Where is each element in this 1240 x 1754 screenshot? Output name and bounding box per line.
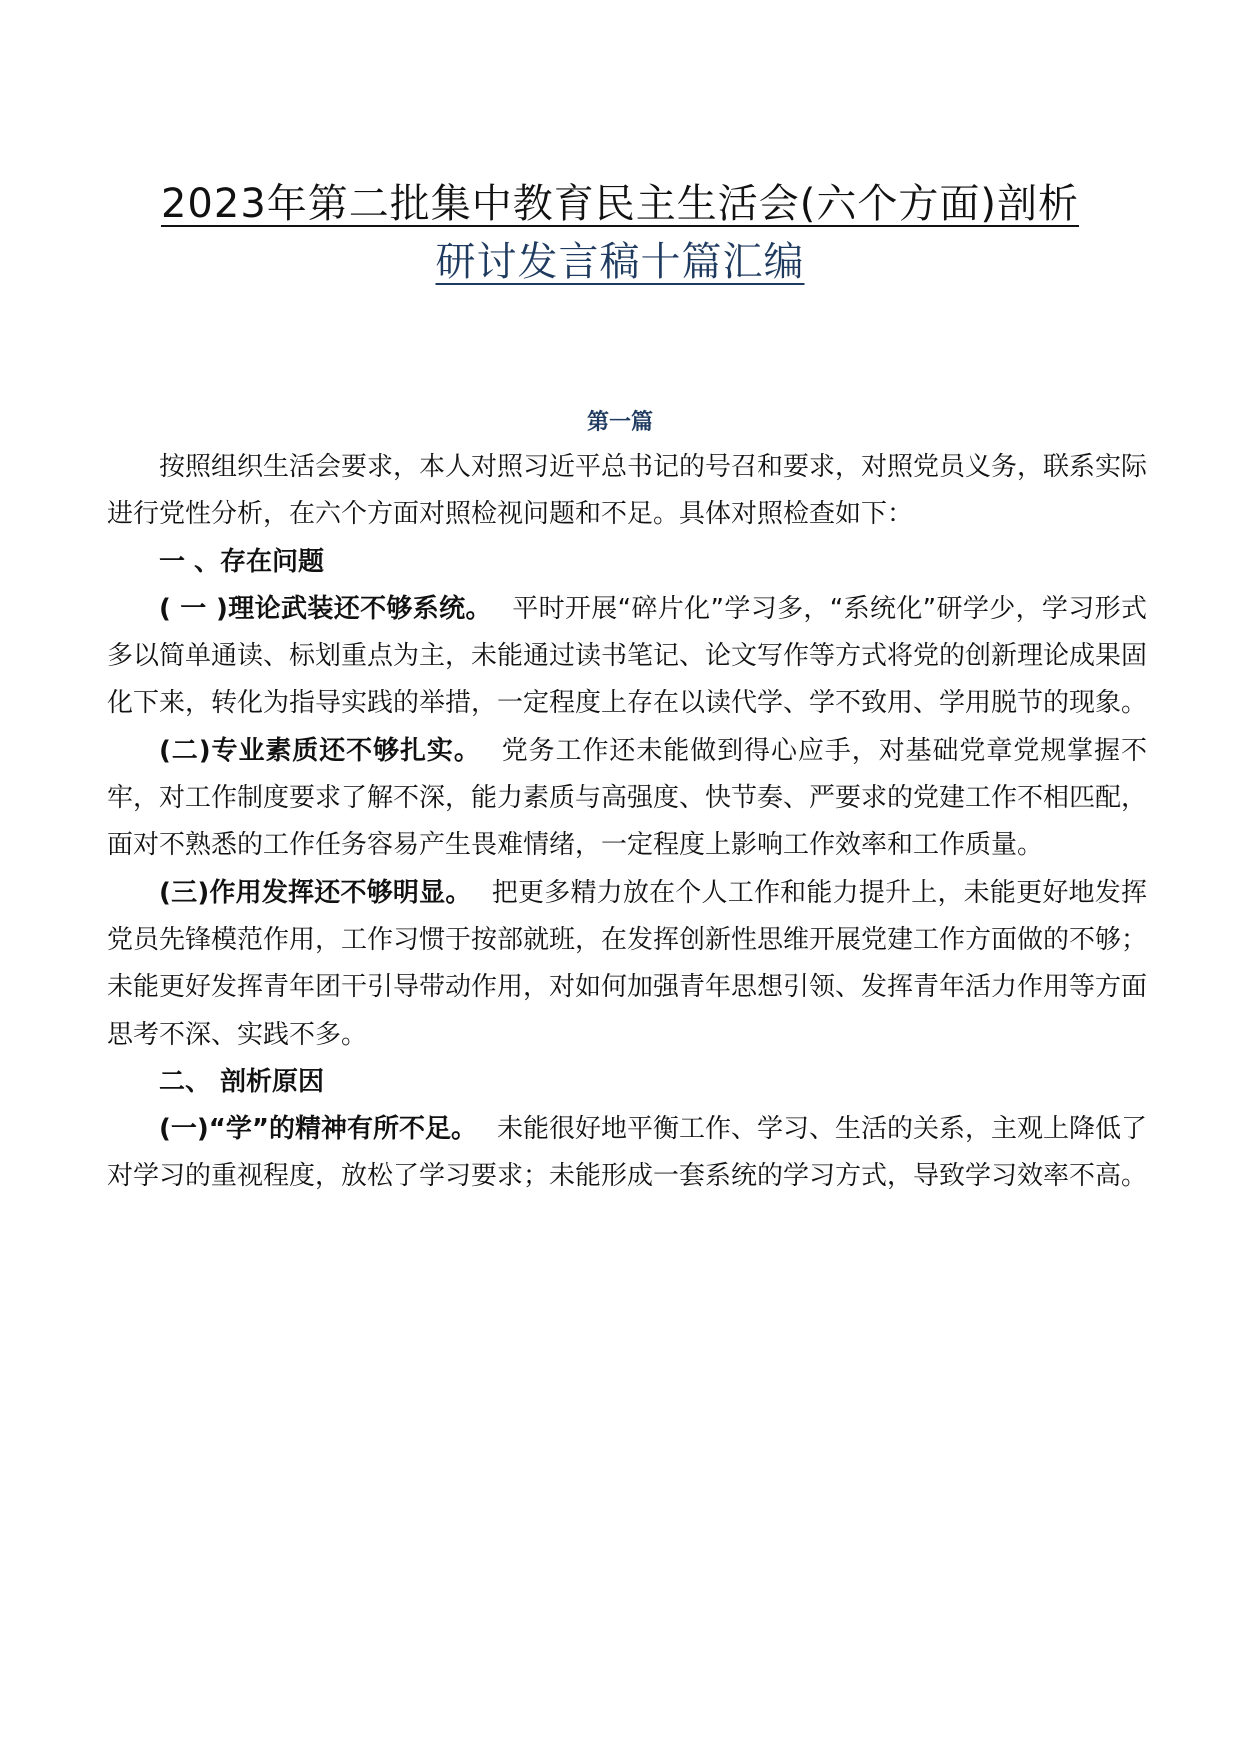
section-heading-causes: 二、 剖析原因 [159,1066,325,1097]
problem-text-3: 把更多精力放在个人工作和能力提升上，未能更好地发挥党员先锋模范作用，工作习惯于按部就班，在发挥创新性思维开展党建工作方面做的不够；未能更好发挥青年团干引导带动作用，对如何加强青年思想引领、发挥青年活力作用等方面思考不深、实践不多。 [107,877,1148,1050]
cause-lead-1: (一)“学”的精神有所不足。 [159,1114,477,1145]
section-heading-problems: 一 、存在问题 [159,546,325,577]
problem-lead-1: ( 一 )理论武装还不够系统。 [159,593,492,624]
problem-paragraph-2 [107,728,1147,870]
problem-text-1: 平时开展“碎片化”学习多，“系统化”研学少，学习形式多以简单通读、标划重点为主，未能通过读书笔记、论文写作等方式将党的创新理论成果固化下来，转化为指导实践的举措，一定程度上存在以读代学、学不致用、学用脱节的现象。 [107,593,1148,719]
document-body [107,444,1147,1201]
document-title-line-1: 2023年第二批集中教育民主生活会(六个方面)剖析 [160,181,1079,227]
cause-paragraph-1 [107,1106,1147,1201]
problem-text-2: 党务工作还未能做到得心应手，对基础党章党规掌握不牢，对工作制度要求了解不深，能力素质与高强度、快节奏、严要求的党建工作不相匹配，面对不熟悉的工作任务容易产生畏难情绪，一定程度上影响工作效率和工作质量。 [107,735,1148,861]
intro-paragraph: 按照组织生活会要求，本人对照习近平总书记的号召和要求，对照党员义务，联系实际进行党性分析，在六个方面对照检视问题和不足。具体对照检查如下： [107,452,1148,530]
document-title-line-2: 研讨发言稿十篇汇编 [435,239,805,285]
cause-text-1: 未能很好地平衡工作、学习、生活的关系，主观上降低了对学习的重视程度，放松了学习要求；未能形成一套系统的学习方式，导致学习效率不高。 [107,1114,1148,1192]
problem-paragraph-1 [107,586,1147,728]
problem-lead-3: (三)作用发挥还不够明显。 [159,877,472,908]
chapter-label: 第一篇 [586,409,653,435]
problem-paragraph-3 [107,870,1147,1059]
problem-lead-2: (二)专业素质还不够扎实。 [159,735,481,766]
